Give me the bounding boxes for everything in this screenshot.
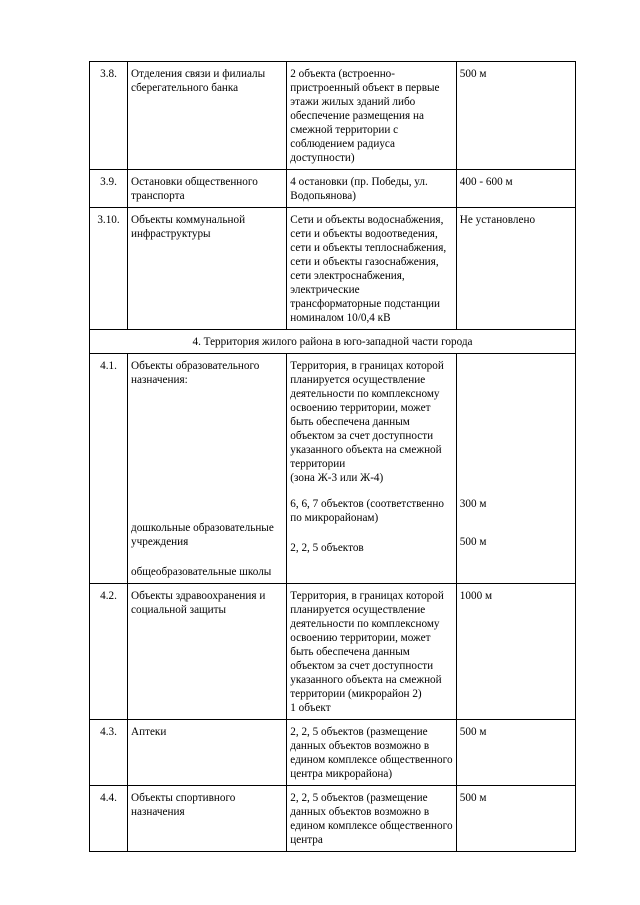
object-value: Территория, в границах которой планируется осуществление деятельности по комплексному освоению территории, может быть обеспечена данным объектом за счет доступности указанного объекта на смежной территории (микрорайон 2) (290, 590, 444, 700)
object-value: Территория, в границах которой планируется осуществление деятельности по комплексному освоению территории, может быть обеспечена данным объектом за счет доступности указанного объекта на смежной территории (290, 360, 444, 470)
object-value: 2 объекта (встроенно-пристроенный объект в первые этажи жилых зданий либо обеспечение размещения на смежной территории с соблюдением радиуса доступности) (287, 62, 457, 170)
table-row (90, 170, 576, 208)
table-row (90, 786, 576, 852)
object-value: Сети и объекты водоснабжения, сети и объекты водоотведения, сети и объекты теплоснабжения, сети и объекты газоснабжения, сети электроснабжения, электрические трансформаторные подстанции номиналом 10/0,4 кВ (287, 208, 457, 330)
object-distance: 500 м (456, 786, 575, 852)
norms-table (89, 61, 576, 852)
object-distance: 500 м (456, 62, 575, 170)
row-number: 4.1. (90, 354, 128, 584)
table-row (90, 584, 576, 720)
object-name: Аптеки (128, 720, 287, 786)
row-number: 3.10. (90, 208, 128, 330)
sub-item-name: дошкольные образовательные учреждения (131, 522, 274, 548)
object-distance: 500 м (456, 720, 575, 786)
object-value: 2, 2, 5 объектов (размещение данных объектов возможно в едином комплексе общественного центра микрорайона) (287, 720, 457, 786)
sub-item-value: 6, 6, 7 объектов (соответственно по микрорайонам) (290, 498, 444, 524)
object-name: Объекты образовательного назначения: (131, 360, 260, 386)
object-name-cell (128, 354, 287, 584)
object-value: 2, 2, 5 объектов (размещение данных объектов возможно в едином комплексе общественного центра (287, 786, 457, 852)
object-name: Остановки общественного транспорта (128, 170, 287, 208)
object-value-cell (287, 584, 457, 720)
object-name: Объекты здравоохранения и социальной защиты (128, 584, 287, 720)
row-number: 4.4. (90, 786, 128, 852)
table-row (90, 354, 576, 584)
table-row (90, 208, 576, 330)
object-name: Объекты спортивного назначения (128, 786, 287, 852)
row-number: 4.3. (90, 720, 128, 786)
object-value-zone: (зона Ж-3 или Ж-4) (290, 472, 384, 484)
sub-item-distance: 500 м (459, 536, 487, 548)
sub-item-distance: 300 м (459, 498, 487, 510)
row-number: 4.2. (90, 584, 128, 720)
object-distance: Не установлено (456, 208, 575, 330)
object-distance: 1000 м (456, 584, 575, 720)
table-row (90, 62, 576, 170)
object-value: 4 остановки (пр. Победы, ул. Водопьянова) (287, 170, 457, 208)
object-name: Объекты коммунальной инфраструктуры (128, 208, 287, 330)
row-number: 3.9. (90, 170, 128, 208)
object-value-cell (287, 354, 457, 584)
object-distance: 400 - 600 м (456, 170, 575, 208)
section-title: 4. Территория жилого района в юго-западной части города (90, 330, 576, 354)
table-row (90, 720, 576, 786)
section-header-row (90, 330, 576, 354)
object-count: 1 объект (290, 702, 331, 714)
object-name: Отделения связи и филиалы сберегательного банка (128, 62, 287, 170)
object-distance-cell (456, 354, 575, 584)
sub-item-value: 2, 2, 5 объектов (290, 542, 364, 554)
row-number: 3.8. (90, 62, 128, 170)
sub-item-name: общеобразовательные школы (131, 566, 272, 578)
